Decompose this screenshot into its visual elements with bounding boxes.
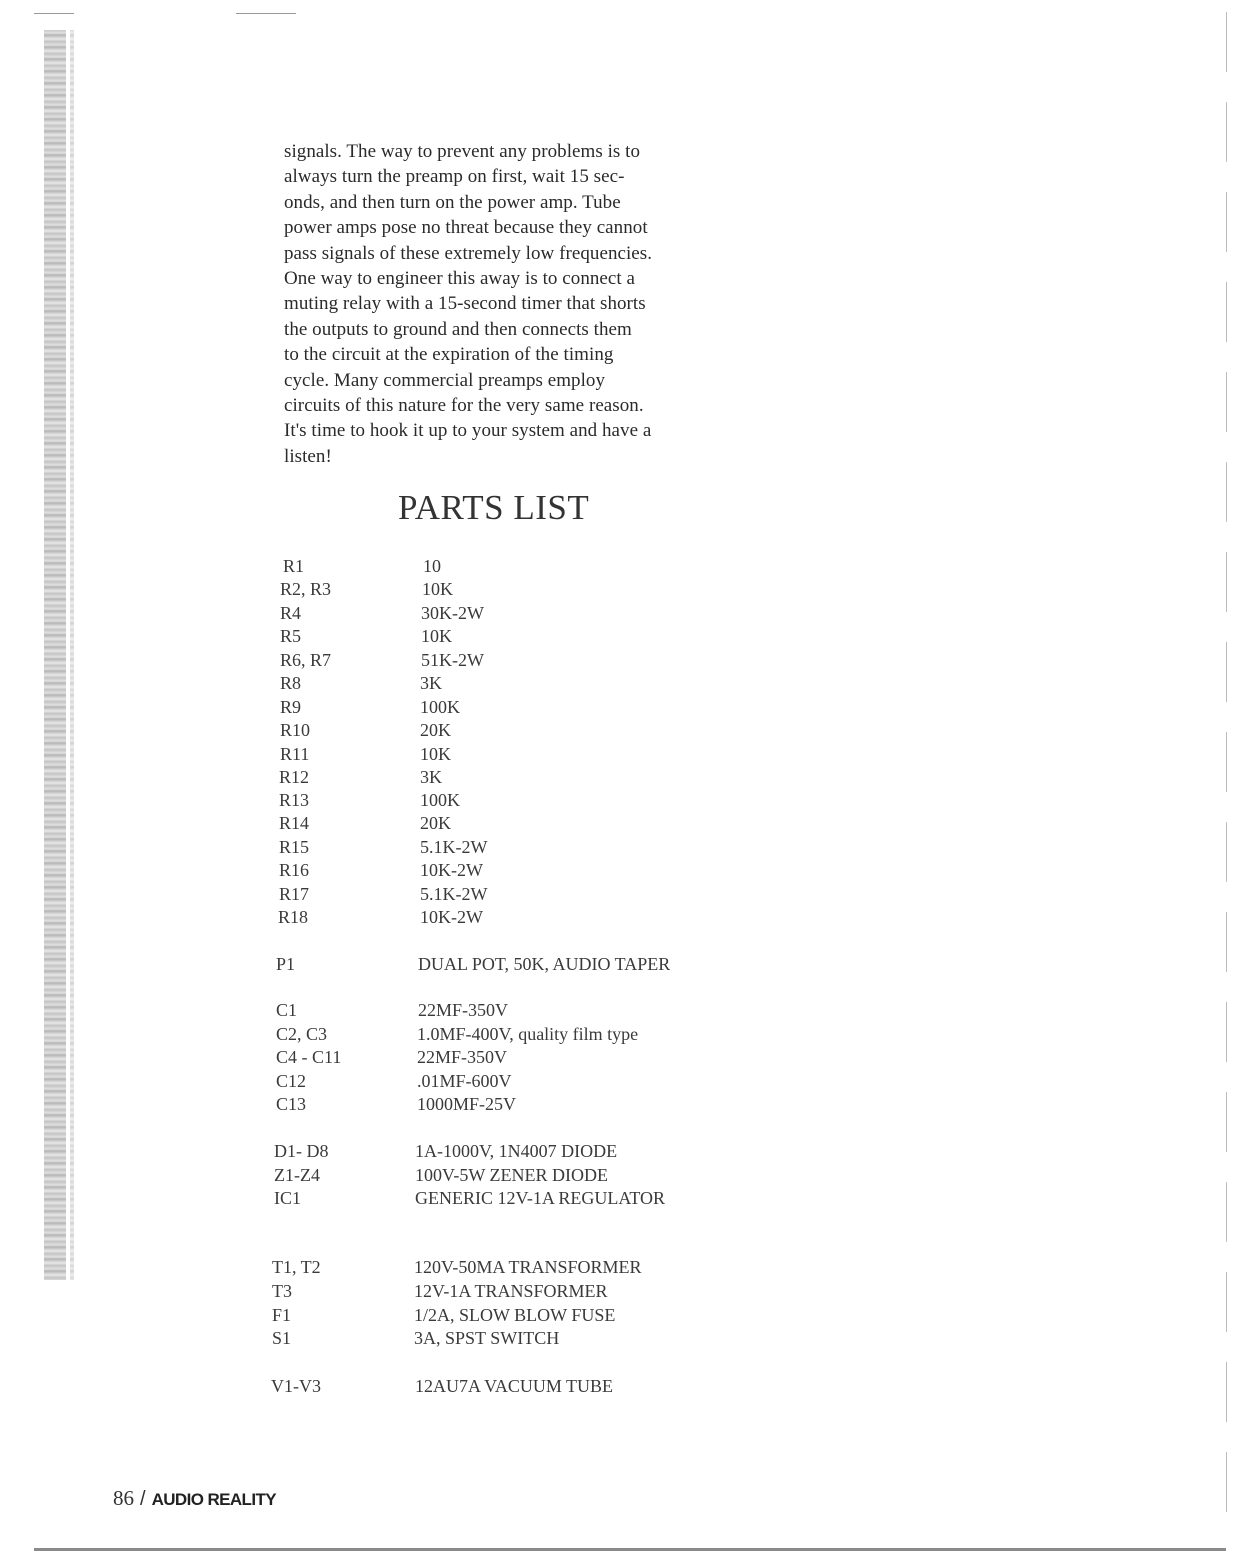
- part-reference: R14: [279, 813, 310, 833]
- part-reference: F1: [272, 1305, 292, 1325]
- part-value: 3K: [420, 767, 442, 787]
- part-reference: C2, C3: [276, 1024, 328, 1044]
- part-value: 22MF-350V: [418, 1000, 509, 1020]
- part-reference: C1: [276, 1000, 298, 1020]
- part-reference: R4: [280, 603, 302, 623]
- part-reference: C12: [276, 1071, 307, 1091]
- part-reference: T1, T2: [272, 1257, 321, 1277]
- part-reference: R16: [279, 860, 310, 880]
- part-value: 5.1K-2W: [420, 884, 488, 904]
- part-reference: T3: [272, 1281, 292, 1301]
- body-line: power amps pose no threat because they cannot: [284, 217, 648, 239]
- part-value: 10K: [421, 626, 452, 646]
- part-value: GENERIC 12V-1A REGULATOR: [415, 1188, 666, 1208]
- part-reference: V1-V3: [271, 1376, 321, 1396]
- part-reference: R12: [279, 767, 310, 787]
- part-value: 1A-1000V, 1N4007 DIODE: [415, 1141, 618, 1161]
- page-number: 86: [113, 1486, 134, 1510]
- part-reference: IC1: [274, 1188, 301, 1208]
- part-value: 20K: [420, 720, 451, 740]
- body-line: It's time to hook it up to your system and have a: [284, 420, 652, 442]
- part-value: DUAL POT, 50K, AUDIO TAPER: [418, 954, 671, 974]
- part-reference: R1: [283, 556, 305, 576]
- body-line: pass signals of these extremely low frequencies.: [284, 242, 653, 264]
- part-value: 100V-5W ZENER DIODE: [415, 1165, 608, 1185]
- part-value: 1.0MF-400V, quality film type: [417, 1024, 639, 1044]
- part-reference: R6, R7: [280, 650, 332, 670]
- body-line: muting relay with a 15-second timer that shorts: [284, 293, 646, 315]
- body-line: to the circuit at the expiration of the timing: [284, 344, 614, 366]
- part-reference: R10: [280, 720, 311, 740]
- parts-list-heading: PARTS LIST: [398, 488, 590, 527]
- part-value: 30K-2W: [421, 603, 484, 623]
- part-value: 10K: [420, 744, 451, 764]
- part-reference: R11: [280, 744, 310, 764]
- footer-separator: /: [140, 1488, 146, 1510]
- part-value: 12V-1A TRANSFORMER: [414, 1281, 608, 1301]
- part-reference: C4 - C11: [276, 1047, 342, 1067]
- part-reference: Z1-Z4: [274, 1165, 320, 1185]
- body-line: signals. The way to prevent any problems is to: [284, 141, 641, 162]
- part-value: 3A, SPST SWITCH: [414, 1328, 560, 1348]
- publication-name: AUDIO REALITY: [151, 1490, 276, 1509]
- part-value: .01MF-600V: [417, 1071, 512, 1091]
- part-reference: C13: [276, 1094, 307, 1114]
- part-reference: R5: [280, 626, 302, 646]
- part-reference: R13: [279, 790, 310, 810]
- part-value: 100K: [420, 697, 460, 717]
- body-line: One way to engineer this away is to connect a: [284, 268, 635, 290]
- part-value: 10K: [422, 579, 453, 599]
- part-reference: R2, R3: [280, 579, 332, 599]
- part-value: 5.1K-2W: [420, 837, 488, 857]
- part-value: 100K: [420, 790, 460, 810]
- part-reference: S1: [272, 1328, 292, 1348]
- body-line: onds, and then turn on the power amp. Tube: [284, 191, 621, 213]
- part-value: 10K-2W: [420, 860, 483, 880]
- page-footer: [113, 1486, 276, 1511]
- part-value: 1000MF-25V: [417, 1094, 517, 1114]
- body-line: cycle. Many commercial preamps employ: [284, 369, 606, 391]
- body-line: listen!: [284, 445, 332, 467]
- part-value: 20K: [420, 813, 451, 833]
- part-value: 1/2A, SLOW BLOW FUSE: [414, 1305, 616, 1325]
- part-value: 120V-50MA TRANSFORMER: [414, 1257, 642, 1277]
- part-reference: R8: [280, 673, 302, 693]
- body-line: always turn the preamp on first, wait 15 sec-: [284, 166, 625, 188]
- part-value: 10: [423, 556, 441, 576]
- part-value: 22MF-350V: [417, 1047, 508, 1067]
- part-reference: R17: [279, 884, 310, 904]
- part-reference: R18: [278, 907, 309, 927]
- part-value: 12AU7A VACUUM TUBE: [415, 1376, 614, 1396]
- part-value: 51K-2W: [421, 650, 484, 670]
- part-reference: P1: [276, 954, 296, 974]
- part-reference: R9: [280, 697, 302, 717]
- part-reference: D1- D8: [274, 1141, 329, 1161]
- body-line: circuits of this nature for the very same reason.: [284, 395, 644, 417]
- part-reference: R15: [279, 837, 310, 857]
- body-line: the outputs to ground and then connects them: [284, 318, 632, 340]
- part-value: 10K-2W: [420, 907, 483, 927]
- part-value: 3K: [420, 673, 442, 693]
